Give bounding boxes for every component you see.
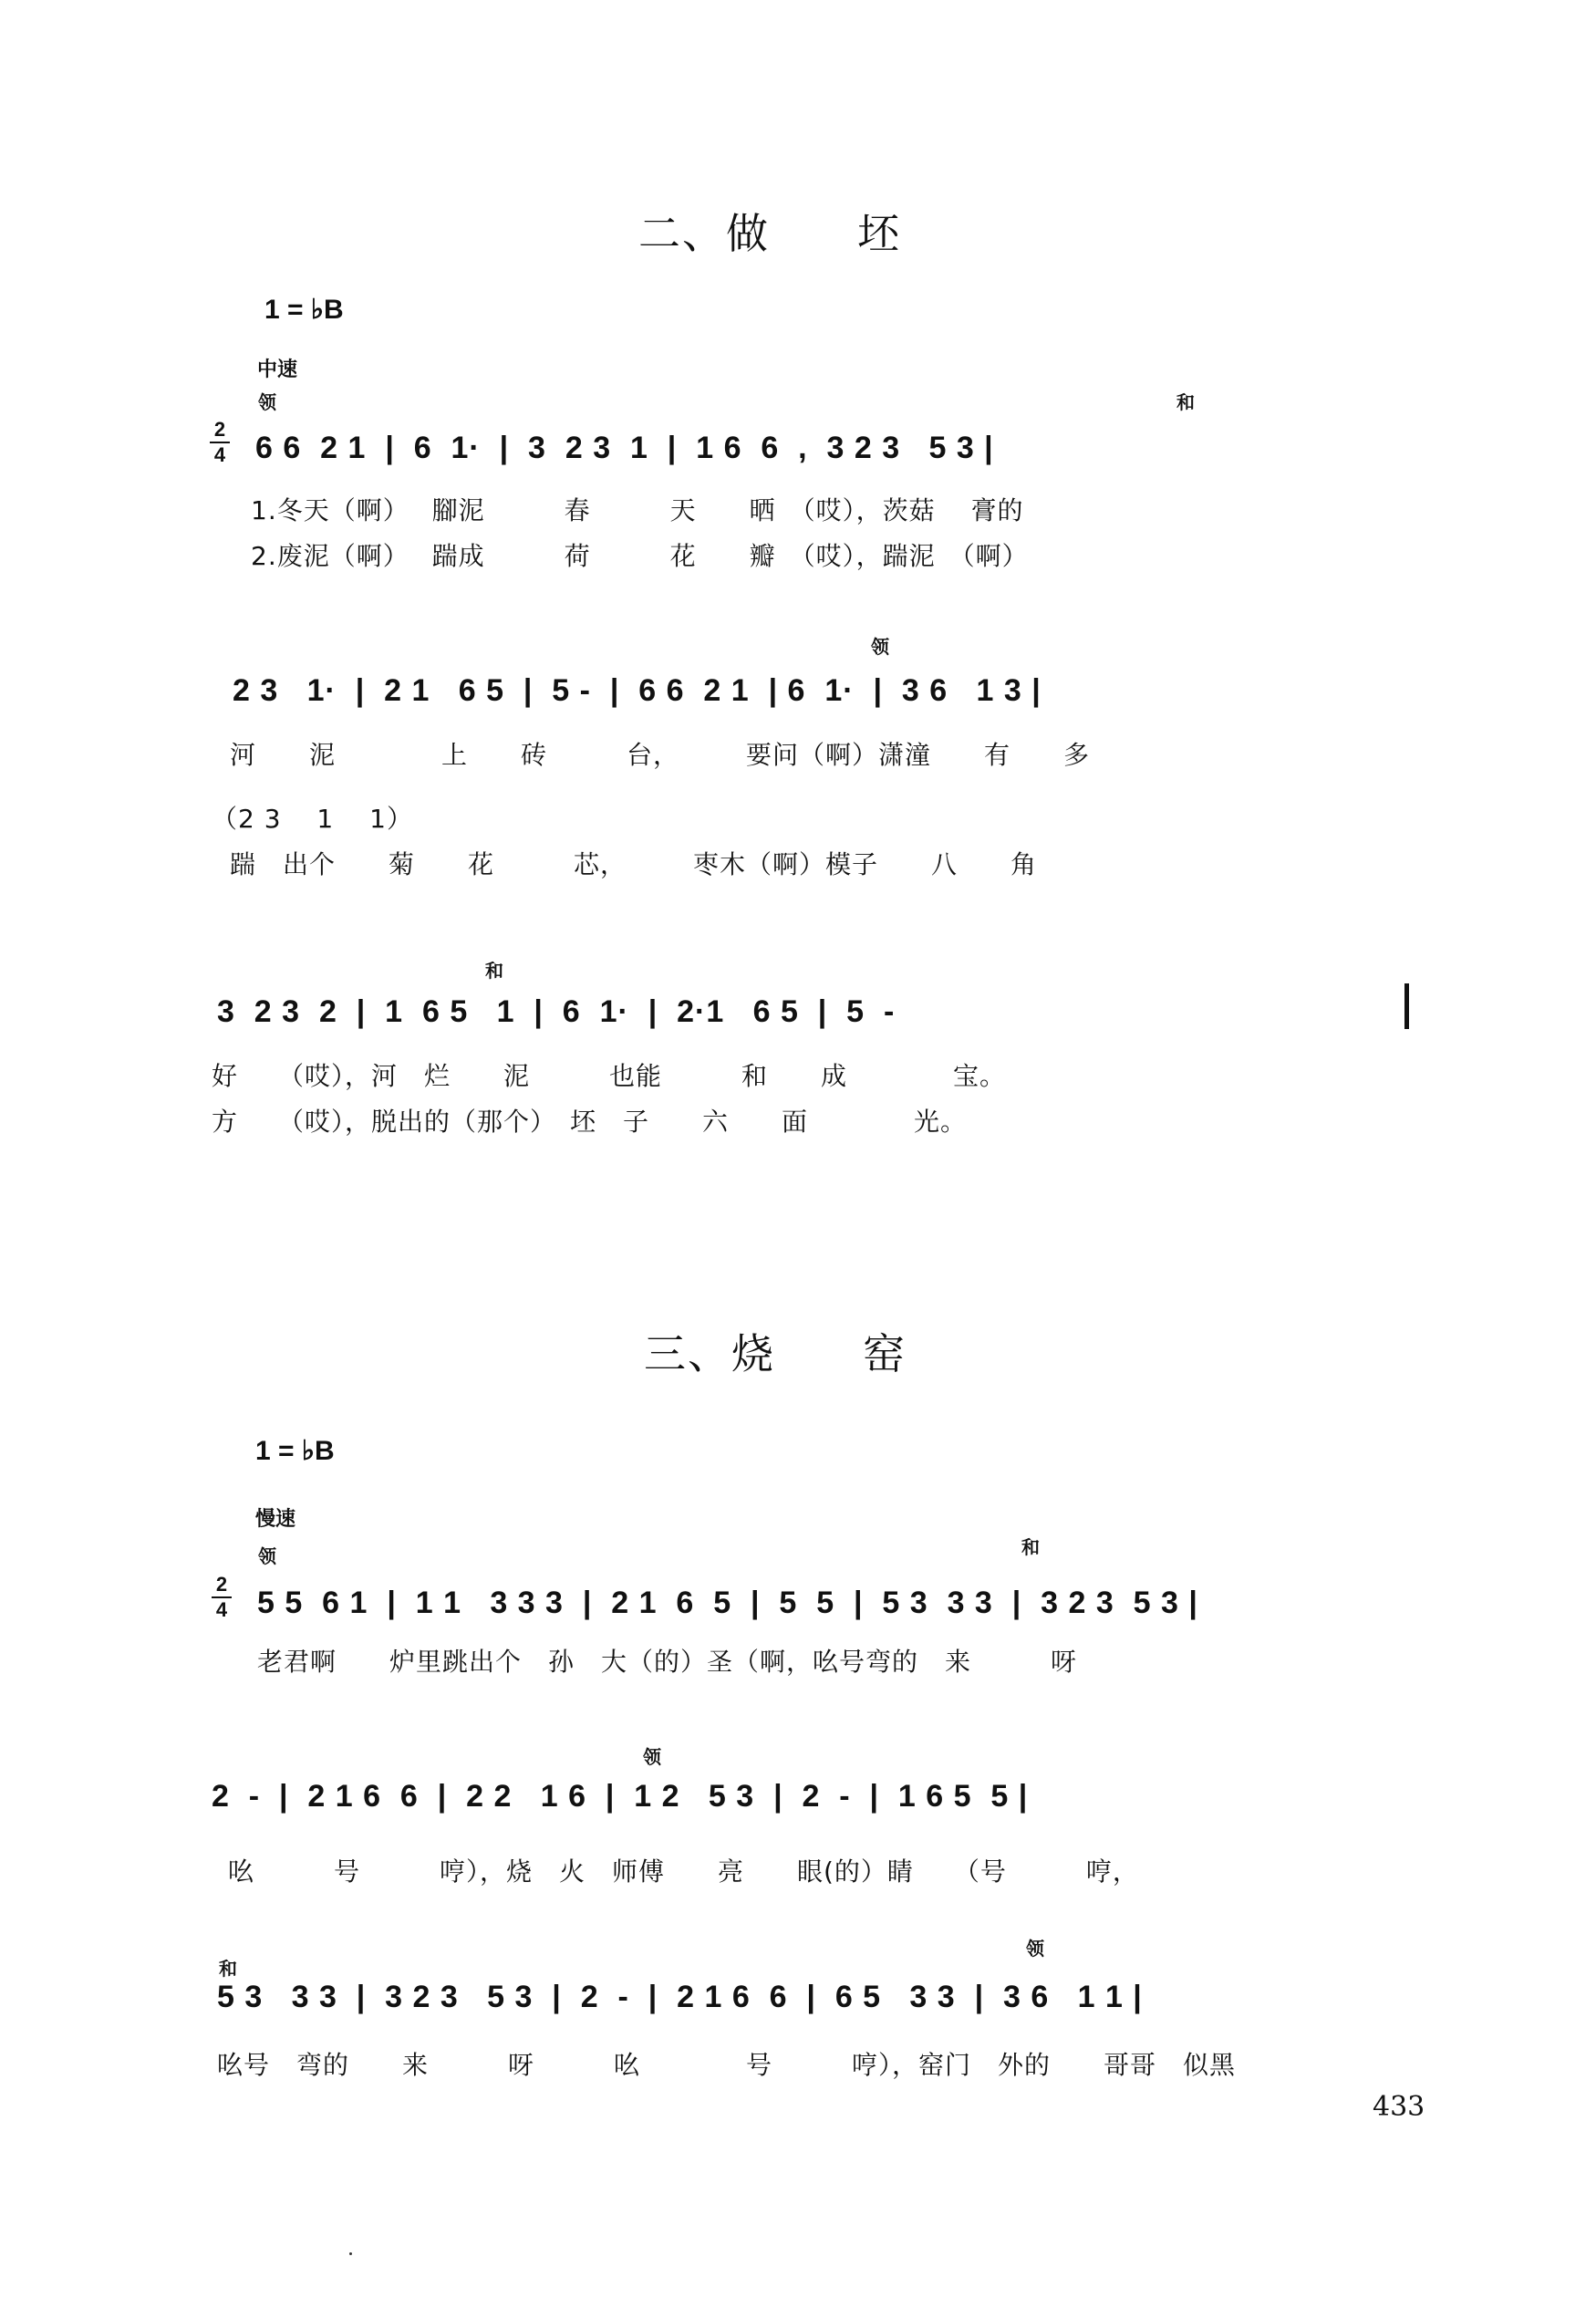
tempo-marking: 中速 (257, 359, 298, 381)
part-label-chorus: 和 (1021, 1536, 1040, 1558)
lyric-line: 吆号 弯的 来 呀 吆 号 哼），窑门 外的 哥哥 似黑 (217, 2050, 1237, 2080)
final-barline (1404, 983, 1409, 1029)
time-signature-top: 2 (215, 1573, 228, 1596)
lyric-line: 河 泥 上 砖 台， 要问（啊）潇潼 有 多 (230, 740, 1091, 770)
scan-speck (349, 2252, 352, 2255)
notation-line: 5 5 6 1 | 1 1 3 3 3 | 2 1 6 5 | 5 5 | 5 3 3 3 | 3 2 3 5 3 | (257, 1586, 1198, 1620)
notation-line: 5 3 3 3 | 3 2 3 5 3 | 2 - | 2 1 6 6 | 6 5 3 3 | 3 6 1 1 | (217, 1980, 1143, 2014)
tempo-marking: 慢速 (255, 1508, 296, 1531)
part-label-chorus: 和 (1176, 391, 1195, 413)
time-signature-bottom: 4 (213, 443, 226, 466)
lyric-line: 1.冬天（啊） 腳泥 春 天 晒 （哎），茨菇 膏的 (251, 495, 1024, 525)
lyric-line: 方 （哎），脱出的（那个） 坯 子 六 面 光。 (212, 1107, 968, 1137)
part-label-lead: 领 (258, 391, 276, 413)
page-number: 433 (1373, 2091, 1425, 2123)
lyric-line: 2.废泥（啊） 踹成 荷 花 瓣 （哎），踹泥 （啊） (251, 541, 1029, 571)
time-signature-bottom: 4 (215, 1598, 228, 1621)
notation-line: 2 - | 2 1 6 6 | 2 2 1 6 | 1 2 5 3 | 2 - | 1 6 5 5 | (212, 1779, 1029, 1814)
notation-line: 6 6 2 1 | 6 1· | 3 2 3 1 | 1 6 6 , 3 2 3 5 3 | (255, 431, 994, 465)
lyric-line: 踹 出个 菊 花 芯， 枣木（啊）模子 八 角 (230, 849, 1038, 879)
time-signature (210, 420, 230, 465)
part-label-lead: 领 (871, 636, 889, 658)
lyric-line: 老君啊 炉里跳出个 孙 大（的）圣（啊，吆号弯的 来 呀 (257, 1647, 1078, 1677)
notation-line: 2 3 1· | 2 1 6 5 | 5 - | 6 6 2 1 | 6 1· | 3 6 1 3 | (233, 673, 1042, 708)
section-title: 三、烧 窑 (644, 1329, 907, 1378)
lyric-line: 好 （哎），河 烂 泥 也能 和 成 宝。 (212, 1061, 1007, 1091)
lyric-line: （2 3 1 1） (212, 804, 413, 834)
section-title: 二、做 坯 (638, 209, 901, 258)
part-label-chorus: 和 (485, 960, 503, 982)
part-label-lead: 领 (1026, 1938, 1044, 1960)
part-label-lead: 领 (258, 1545, 276, 1567)
time-signature-top: 2 (213, 418, 226, 441)
time-signature (212, 1575, 232, 1620)
notation-line: 3 2 3 2 | 1 6 5 1 | 6 1· | 2·1 6 5 | 5 - (217, 994, 896, 1029)
part-label-chorus: 和 (219, 1958, 237, 1980)
key-signature: 1 = ♭B (264, 295, 344, 325)
part-label-lead: 领 (643, 1746, 661, 1768)
key-signature: 1 = ♭B (255, 1436, 335, 1466)
lyric-line: 吆 号 哼），烧 火 师傅 亮 眼(的）睛 （号 哼， (228, 1856, 1139, 1887)
